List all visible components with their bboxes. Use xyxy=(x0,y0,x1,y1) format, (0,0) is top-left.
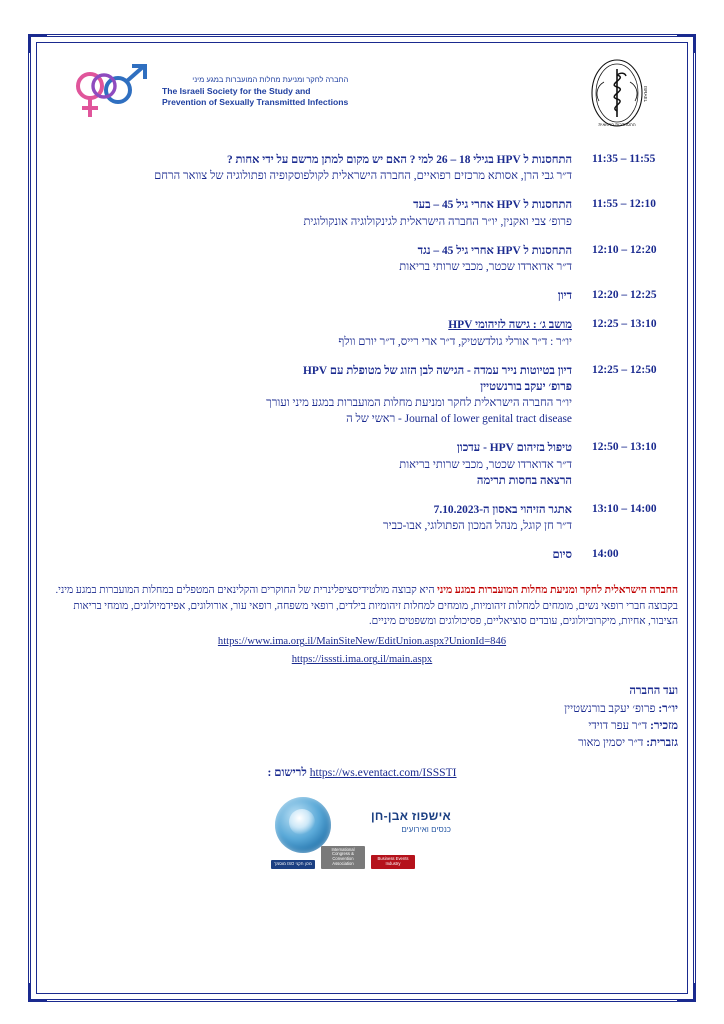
committee-block xyxy=(46,683,678,751)
committee-title: ועד החברה xyxy=(629,685,678,698)
committee-chair-name: פרופ׳ יעקב בורנשטיין xyxy=(564,702,656,715)
agenda-title: דיון xyxy=(557,290,572,303)
society-name-block xyxy=(162,75,348,108)
society-name-english-line2: Prevention of Sexually Transmitted Infections xyxy=(162,96,349,107)
border-corner-bottom-right xyxy=(677,983,695,1001)
agenda-speaker: פרופ׳ צבי ואקנין, יו״ר החברה הישראלית לגינקולוגיה אונקולוגית xyxy=(303,215,572,228)
agenda-affiliation-line1: יו״ר החברה הישראלית לחקר ומניעת מחלות המועברות במגע מיני ועורך xyxy=(266,397,572,410)
agenda-description xyxy=(46,502,584,547)
society-description-block xyxy=(46,583,678,668)
agenda-description xyxy=(46,197,584,242)
sponsor-name-block xyxy=(371,809,451,834)
society-name-hebrew: החברה לחקר ומניעת מחלות המועברות במגע מיני xyxy=(192,74,349,84)
sponsor-badge: Business Events Industry xyxy=(371,855,415,869)
agenda-speaker: ד״ר חן קוגל, מנהל המכון הפתולוגי, אבו-כביר xyxy=(383,520,572,533)
agenda-title: דיון בטיוטות נייר עמדה - הגישה לבן הזוג של מטופלת עם HPV xyxy=(303,364,572,377)
session-chairs: יו״ר : ד״ר אורלי גולדשטיק, ד״ר ארי רייס, ד״ר יורם וולף xyxy=(338,335,572,348)
agenda-time: 13:10 – 14:00 xyxy=(592,503,657,515)
committee-chair-label: יו״ר: xyxy=(658,702,678,715)
agenda-table xyxy=(46,152,678,577)
committee-treasurer-name: ד״ר יסמין מאור xyxy=(578,736,644,749)
committee-treasurer-row xyxy=(46,735,678,752)
agenda-description xyxy=(46,243,584,288)
session-title: מושב ג׳ : גישה לזיהומי HPV xyxy=(448,319,572,332)
table-row xyxy=(46,152,678,197)
agenda-time: 11:35 – 11:55 xyxy=(592,153,656,165)
border-corner-top-left xyxy=(29,35,47,53)
agenda-title: התחסנות ל HPV אחרי גיל 45 – נגד xyxy=(417,244,572,257)
border-corner-bottom-left xyxy=(29,983,47,1001)
committee-treasurer-label: גזברית: xyxy=(646,736,678,749)
table-row xyxy=(46,243,678,288)
agenda-time: 12:10 – 12:20 xyxy=(592,243,657,256)
agenda-description xyxy=(46,317,584,362)
agenda-speaker: ד״ר אדוארדו שכטר, מכבי שרותי בריאות xyxy=(399,458,572,471)
committee-secretary-label: מזכיר: xyxy=(650,719,678,732)
agenda-description xyxy=(46,152,584,197)
registration-label: לרישום : xyxy=(267,765,307,779)
isssti-site-link[interactable]: https://isssti.ima.org.il/main.aspx xyxy=(291,654,433,666)
sponsor-badges xyxy=(271,846,415,869)
agenda-title: טיפול בזיהום HPV - עדכון xyxy=(456,442,572,455)
agenda-title: סיום xyxy=(552,549,572,562)
document-header xyxy=(70,60,654,136)
society-description xyxy=(46,583,678,631)
agenda-speaker: ד״ר אדוארדו שכטר, מכבי שרותי בריאות xyxy=(399,260,572,273)
ima-logo-hebrew-text: ההסתדרות הרפואית xyxy=(598,122,636,127)
table-row xyxy=(46,317,678,362)
agenda-sponsor-note: הרצאה בחסות תרימה xyxy=(476,474,572,487)
agenda-affiliation-line2: ראשי של ה - Journal of lower genital tract disease xyxy=(346,413,572,426)
agenda-time: 14:00 xyxy=(592,548,619,561)
table-row xyxy=(46,197,678,242)
agenda-time: 12:50 – 13:10 xyxy=(592,441,657,454)
committee-chair-row xyxy=(46,701,678,718)
table-row xyxy=(46,440,678,502)
agenda-time: 12:20 – 12:25 xyxy=(592,289,657,302)
agenda-title: התחסנות ל HPV בגילי 18 – 26 למי ? האם יש מקום למתן מרשם על ידי אחות ? xyxy=(226,154,572,166)
agenda-time: 11:55 – 12:10 xyxy=(592,198,656,211)
committee-secretary-row xyxy=(46,718,678,735)
border-corner-top-right xyxy=(677,35,695,53)
ima-union-link[interactable]: https://www.ima.org.il/MainSiteNew/EditUnion.aspx?UnionId=846 xyxy=(217,636,507,648)
agenda-description xyxy=(46,288,584,317)
glass-sphere-icon xyxy=(275,797,331,853)
agenda-time: 12:25 – 12:50 xyxy=(592,363,657,376)
society-name-highlight: החברה הישראלית לחקר ומניעת מחלות המועברות במגע מיני xyxy=(437,584,678,596)
agenda-description xyxy=(46,547,584,576)
table-row xyxy=(46,547,678,576)
agenda-time: 12:25 – 13:10 xyxy=(592,318,657,331)
agenda-speaker: ד״ר גבי הרן, אסותא מרכזים רפואיים, החברה הישראלית לקולפוסקופיה ופתולוגיה של צוואר הרחם xyxy=(154,170,572,183)
committee-secretary-name: ד״ר עפר דוידי xyxy=(588,719,648,732)
agenda-speaker: פרופ׳ יעקב בורנשטיין xyxy=(480,380,572,393)
sponsor-badge: מכון תקני ISO מוסמך xyxy=(271,860,315,869)
agenda-title: התחסנות ל HPV אחרי גיל 45 – בעד xyxy=(413,199,572,212)
agenda-title: אתגר הזיהוי באסון ה-7.10.2023 xyxy=(433,504,572,516)
table-row xyxy=(46,288,678,317)
agenda-description xyxy=(46,363,584,441)
sponsor-badge: International Congress & Convention Association xyxy=(321,846,365,869)
registration-link[interactable]: https://ws.eventact.com/ISSSTI xyxy=(309,765,457,779)
sponsor-tagline: כנסים ואירועים xyxy=(401,824,451,834)
agenda-description xyxy=(46,440,584,502)
society-name-english-line1: The Israeli Society for the Study and xyxy=(162,85,311,96)
society-logo xyxy=(70,60,348,122)
society-description-text: היא קבוצה מולטידיסציפלינרית של החוקרים והקלינאים המטפלים במחלות המועברות במגע מיני. בקבוצה חברי רופאי נשים, מומחים למחלות זיהומיות, מומחים למחלות זיהומיות בילדים, רופאי משפחה, רופאי עור, אורולוגים, אפידמיולוגים, מומחי בריאות הציבור, אחיות, מיקרוביולוגים, עובדים סוציאליים, פסיכולוגים ומשפטים מיניים. xyxy=(55,584,678,628)
venus-mars-symbols-icon xyxy=(70,60,156,122)
registration-block xyxy=(46,766,678,779)
sponsor-logo xyxy=(267,795,457,869)
sponsor-name: אישפוז אבן-חן xyxy=(370,808,451,823)
ima-logo xyxy=(580,56,654,130)
sponsor-logo-block xyxy=(46,795,678,869)
document-page xyxy=(46,50,678,988)
table-row xyxy=(46,363,678,441)
ima-logo-en-text: ISRAEL xyxy=(643,85,648,103)
society-links xyxy=(46,631,678,667)
table-row xyxy=(46,502,678,547)
